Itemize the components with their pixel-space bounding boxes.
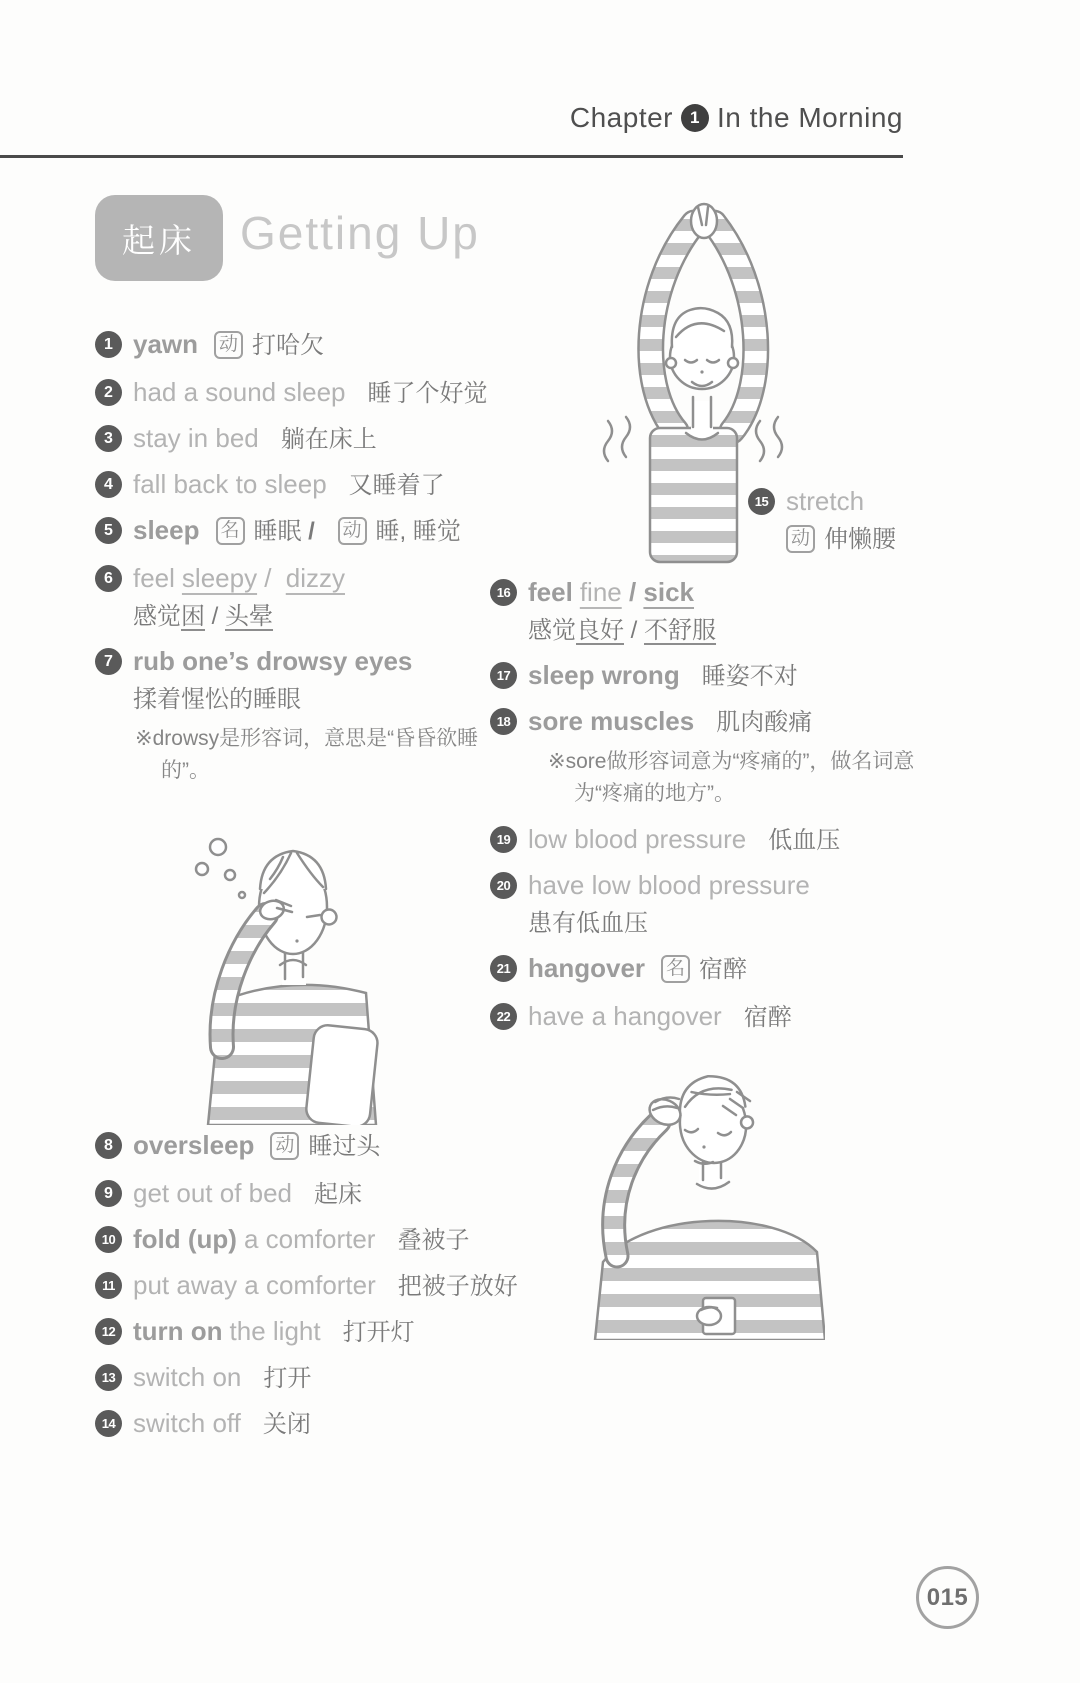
vocab-line: [528, 871, 930, 899]
vocab-line: [133, 1225, 525, 1255]
chinese-translation: 伸懒腰: [824, 526, 897, 553]
english-word-underlined: dizzy: [285, 563, 345, 593]
vocab-line: [528, 908, 930, 938]
vocab-line: [133, 601, 495, 631]
chinese-translation: 感觉: [133, 603, 181, 630]
chinese-translation: 打开灯: [342, 1319, 415, 1346]
vocab-line: [133, 1317, 525, 1347]
english-phrase: have a hangover: [528, 1001, 722, 1031]
english-phrase: switch off: [133, 1408, 241, 1438]
vocab-list-top-left: [95, 330, 495, 802]
chinese-word-underlined: 头晕: [225, 603, 274, 630]
vocab-line: [133, 330, 495, 362]
chinese-translation: 关闭: [262, 1411, 311, 1438]
vocab-line: [528, 707, 930, 737]
item-number-badge: 4: [95, 471, 122, 498]
vocab-item: [95, 516, 495, 548]
chinese-translation: 叠被子: [397, 1227, 470, 1254]
chinese-translation: 打开: [263, 1365, 312, 1392]
vocab-item: [95, 1317, 525, 1347]
vocab-list-bottom-left: [95, 1131, 525, 1455]
rubbing-eyes-person-illustration: [160, 795, 410, 1125]
english-phrase: had a sound sleep: [133, 377, 346, 407]
chinese-translation: 睡姿不对: [701, 663, 798, 690]
hangover-person-illustration: [585, 1060, 825, 1340]
chinese-translation: 睡眠: [253, 518, 302, 545]
item-number-badge: 16: [490, 579, 517, 606]
item-number-badge: 9: [95, 1180, 122, 1207]
english-phrase-bold: sore muscles: [528, 706, 695, 736]
english-word-underlined: sleepy: [181, 563, 258, 593]
pos-tag: 动: [214, 331, 243, 359]
english-phrase: stay in bed: [133, 423, 259, 453]
vocab-item: [490, 578, 930, 645]
vocab-line: [528, 661, 930, 691]
item-number-badge: 8: [95, 1132, 122, 1159]
english-phrase: the light: [229, 1316, 321, 1346]
vocab-line: [133, 424, 495, 454]
pos-tag: 动: [338, 517, 367, 545]
vocab-item: [95, 1179, 525, 1209]
chinese-translation: 打哈欠: [252, 332, 325, 359]
item-number-badge: 17: [490, 662, 517, 689]
vocab-item: [95, 424, 495, 454]
vocab-item: [490, 825, 930, 855]
english-word-bold-underlined: sick: [643, 577, 695, 607]
chinese-translation: /: [624, 617, 645, 644]
vocab-item: [490, 871, 930, 938]
english-phrase-bold: yawn: [133, 329, 199, 359]
english-phrase: /: [257, 563, 279, 593]
vocab-line: [528, 825, 930, 855]
chinese-word-underlined: 良好: [576, 617, 624, 644]
item-number-badge: 20: [490, 872, 517, 899]
item-number-badge: 21: [490, 955, 517, 982]
vocab-line: [133, 684, 495, 714]
english-phrase: put away a comforter: [133, 1270, 376, 1300]
chinese-translation: 揉着惺忪的睡眼: [133, 686, 301, 713]
vocab-item: [95, 1271, 525, 1301]
vocab-line: [528, 954, 930, 986]
chinese-translation: 感觉: [528, 617, 576, 644]
usage-note: ※drowsy是形容词，意思是“昏昏欲睡的”。: [135, 727, 479, 782]
chinese-translation: 睡过头: [308, 1133, 381, 1160]
pos-tag: 动: [270, 1132, 299, 1160]
vocab-item: [490, 1002, 930, 1032]
chinese-translation: 睡了个好觉: [367, 380, 488, 407]
vocab-item: [95, 564, 495, 631]
vocab-item: [95, 647, 495, 786]
vocab-item: [490, 661, 930, 691]
pos-tag: 名: [661, 955, 690, 983]
chinese-translation: 起床: [314, 1181, 363, 1208]
chinese-translation: 低血压: [768, 827, 841, 854]
vocab-line: [528, 1002, 930, 1032]
vocab-line: [133, 1131, 525, 1163]
vocab-line: [786, 524, 968, 556]
vocab-item: [95, 378, 495, 408]
vocab-line: [528, 615, 930, 645]
vocab-line: [133, 470, 495, 500]
vocab-item: [490, 954, 930, 986]
chinese-word-underlined: 困: [181, 603, 205, 630]
item-number-badge: 10: [95, 1226, 122, 1253]
item-number-badge: 22: [490, 1003, 517, 1030]
english-phrase-bold: turn on: [133, 1316, 223, 1346]
english-phrase: switch on: [133, 1362, 242, 1392]
chinese-translation: 把被子放好: [397, 1273, 518, 1300]
item-number-badge: 2: [95, 379, 122, 406]
item-number-badge: 6: [95, 565, 122, 592]
vocab-item: [95, 1131, 525, 1163]
chinese-translation: 又睡着了: [348, 472, 445, 499]
item-number-badge: 12: [95, 1318, 122, 1345]
chapter-number-badge: 1: [681, 104, 709, 132]
item-number-badge: 18: [490, 708, 517, 735]
item-number-badge: 15: [748, 488, 775, 515]
vocab-line: [133, 1409, 525, 1439]
page-title: Getting Up: [240, 207, 480, 259]
english-phrase-bold: hangover: [528, 953, 646, 983]
item-number-badge: 1: [95, 331, 122, 358]
vocab-line: [133, 564, 495, 592]
vocab-list-right: [490, 578, 930, 1048]
english-phrase: a comforter: [243, 1224, 376, 1254]
english-phrase-bold: rub one’s drowsy eyes: [133, 646, 413, 676]
vocab-line: [133, 1271, 525, 1301]
english-phrase: get out of bed: [133, 1178, 293, 1208]
english-phrase-bold: feel: [528, 577, 573, 607]
item-number-badge: 5: [95, 517, 122, 544]
item-number-badge: 7: [95, 648, 122, 675]
english-phrase: low blood pressure: [528, 824, 747, 854]
vocab-line: [133, 378, 495, 408]
english-phrase-bold: /: [621, 577, 644, 607]
english-phrase-bold: oversleep: [133, 1130, 255, 1160]
chinese-translation: 宿醉: [699, 956, 748, 983]
vocab-item: [95, 1409, 525, 1439]
english-phrase: fall back to sleep: [133, 469, 327, 499]
page-number: 015: [916, 1566, 979, 1629]
usage-note: ※sore做形容词意为“疼痛的”，做名词意为“疼痛的地方”。: [548, 750, 915, 805]
vocab-line: [133, 1363, 525, 1393]
separator-slash: /: [301, 518, 322, 545]
vocab-line: [528, 578, 930, 606]
chinese-translation: 宿醉: [743, 1004, 792, 1031]
vocab-item: [95, 1225, 525, 1255]
vocab-item: [490, 707, 930, 809]
english-phrase-bold: sleep: [133, 515, 200, 545]
english-phrase: feel: [133, 563, 175, 593]
vocab-line: [133, 516, 495, 548]
item-number-badge: 14: [95, 1410, 122, 1437]
item-number-badge: 3: [95, 425, 122, 452]
english-word-underlined: fine: [579, 577, 622, 607]
english-phrase: have low blood pressure: [528, 870, 810, 900]
vocab-item: [95, 1363, 525, 1393]
chinese-word-underlined: 不舒服: [644, 617, 717, 644]
vocab-line: [786, 487, 968, 515]
chapter-header: [0, 102, 903, 134]
english-phrase-bold: fold (up): [133, 1224, 237, 1254]
vocab-item: [95, 470, 495, 500]
item-number-badge: 13: [95, 1364, 122, 1391]
chinese-translation: /: [205, 603, 226, 630]
chapter-title: In the Morning: [717, 102, 903, 133]
item-number-badge: 19: [490, 826, 517, 853]
item-number-badge: 11: [95, 1272, 122, 1299]
english-phrase: stretch: [786, 486, 865, 516]
chinese-translation: 睡, 睡觉: [375, 518, 461, 545]
english-phrase-bold: sleep wrong: [528, 660, 680, 690]
chinese-translation: 肌肉酸痛: [716, 709, 813, 736]
chinese-translation: 患有低血压: [528, 910, 648, 937]
vocab-line: [133, 647, 495, 675]
chapter-label: Chapter: [569, 102, 673, 133]
header-rule: [0, 155, 903, 158]
vocab-item: [95, 330, 495, 362]
section-badge: 起床: [95, 195, 223, 281]
stretching-person-illustration: [590, 195, 790, 565]
pos-tag: 名: [216, 517, 245, 545]
chinese-translation: 躺在床上: [280, 426, 377, 453]
vocab-line: [133, 1179, 525, 1209]
pos-tag: 动: [786, 525, 815, 553]
